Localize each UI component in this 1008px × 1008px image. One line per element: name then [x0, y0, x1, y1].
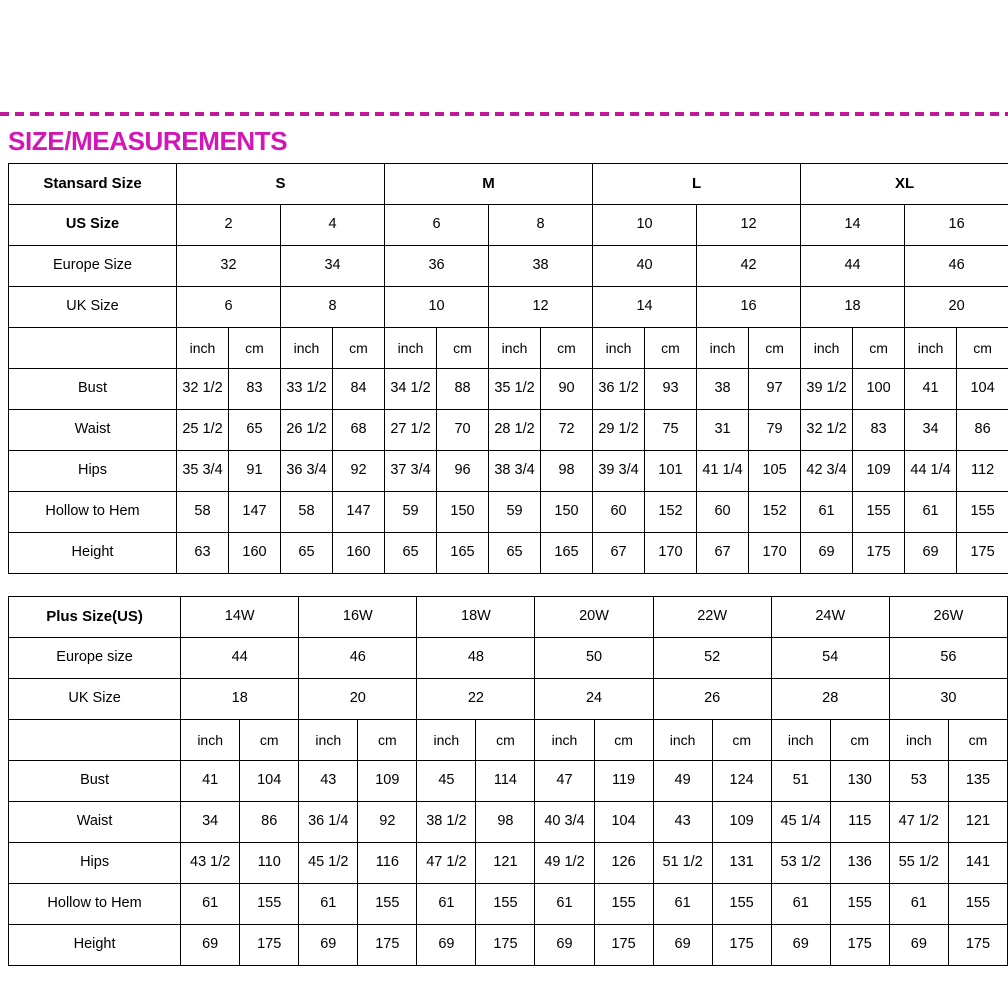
cell: 44 1/4	[905, 451, 957, 492]
row-label-waist: Waist	[9, 802, 181, 843]
unit-cell: inch	[593, 328, 645, 369]
cell: 61	[801, 492, 853, 533]
unit-row-label	[9, 328, 177, 369]
cell: 70	[437, 410, 489, 451]
cell: 155	[476, 884, 535, 925]
cell: 53	[889, 761, 948, 802]
cell: 165	[541, 533, 593, 574]
unit-cell: inch	[281, 328, 333, 369]
cell: 121	[476, 843, 535, 884]
cell: 36	[385, 246, 489, 287]
cell: 33 1/2	[281, 369, 333, 410]
cell: 34	[905, 410, 957, 451]
plus-size-cell: 20W	[535, 597, 653, 638]
cell: 135	[948, 761, 1007, 802]
cell: 155	[853, 492, 905, 533]
cell: 67	[593, 533, 645, 574]
cell: 119	[594, 761, 653, 802]
row-label-uk-size: UK Size	[9, 679, 181, 720]
unit-cell: cm	[437, 328, 489, 369]
table-row	[9, 802, 1008, 843]
cell: 43	[299, 761, 358, 802]
cell: 32	[177, 246, 281, 287]
unit-cell: inch	[771, 720, 830, 761]
unit-cell: cm	[948, 720, 1007, 761]
cell: 61	[417, 884, 476, 925]
page-title: SIZE/MEASUREMENTS	[8, 126, 288, 156]
cell: 152	[749, 492, 801, 533]
cell: 45 1/2	[299, 843, 358, 884]
cell: 43 1/2	[181, 843, 240, 884]
cell: 83	[853, 410, 905, 451]
cell: 28 1/2	[489, 410, 541, 451]
unit-cell: inch	[489, 328, 541, 369]
table-row	[9, 492, 1008, 533]
cell: 61	[535, 884, 594, 925]
table-row-units	[9, 328, 1008, 369]
cell: 34	[181, 802, 240, 843]
cell: 109	[853, 451, 905, 492]
cell: 24	[535, 679, 653, 720]
cell: 150	[437, 492, 489, 533]
cell: 79	[749, 410, 801, 451]
cell: 69	[801, 533, 853, 574]
table-row	[9, 410, 1008, 451]
cell: 105	[749, 451, 801, 492]
cell: 56	[889, 638, 1007, 679]
cell: 14	[801, 205, 905, 246]
cell: 12	[489, 287, 593, 328]
cell: 96	[437, 451, 489, 492]
unit-cell: cm	[830, 720, 889, 761]
cell: 4	[281, 205, 385, 246]
cell: 109	[358, 761, 417, 802]
cell: 150	[541, 492, 593, 533]
cell: 104	[594, 802, 653, 843]
cell: 69	[535, 925, 594, 966]
cell: 40 3/4	[535, 802, 594, 843]
unit-cell: cm	[749, 328, 801, 369]
table-row	[9, 843, 1008, 884]
cell: 59	[489, 492, 541, 533]
cell: 47 1/2	[417, 843, 476, 884]
cell: 165	[437, 533, 489, 574]
row-label-us-size: US Size	[9, 205, 177, 246]
cell: 141	[948, 843, 1007, 884]
cell: 35 1/2	[489, 369, 541, 410]
cell: 67	[697, 533, 749, 574]
cell: 43	[653, 802, 712, 843]
unit-cell: cm	[240, 720, 299, 761]
cell: 18	[181, 679, 299, 720]
cell: 34	[281, 246, 385, 287]
cell: 65	[385, 533, 437, 574]
unit-cell: cm	[541, 328, 593, 369]
cell: 155	[830, 884, 889, 925]
plus-size-cell: 18W	[417, 597, 535, 638]
row-label-hips: Hips	[9, 843, 181, 884]
cell: 45 1/4	[771, 802, 830, 843]
cell: 175	[830, 925, 889, 966]
unit-cell: cm	[957, 328, 1008, 369]
cell: 175	[240, 925, 299, 966]
unit-cell: inch	[535, 720, 594, 761]
group-cell-s: S	[177, 164, 385, 205]
dashed-divider	[0, 112, 1008, 116]
unit-cell: inch	[801, 328, 853, 369]
cell: 69	[299, 925, 358, 966]
cell: 68	[333, 410, 385, 451]
cell: 155	[240, 884, 299, 925]
plus-size-cell: 24W	[771, 597, 889, 638]
cell: 155	[358, 884, 417, 925]
cell: 41	[181, 761, 240, 802]
cell: 97	[749, 369, 801, 410]
unit-cell: inch	[653, 720, 712, 761]
cell: 32 1/2	[177, 369, 229, 410]
unit-cell: inch	[385, 328, 437, 369]
unit-cell: inch	[905, 328, 957, 369]
cell: 100	[853, 369, 905, 410]
table-row	[9, 164, 1008, 205]
table-row-units	[9, 720, 1008, 761]
cell: 98	[476, 802, 535, 843]
cell: 60	[697, 492, 749, 533]
cell: 44	[801, 246, 905, 287]
cell: 6	[177, 287, 281, 328]
cell: 6	[385, 205, 489, 246]
cell: 41	[905, 369, 957, 410]
cell: 20	[299, 679, 417, 720]
cell: 14	[593, 287, 697, 328]
cell: 49 1/2	[535, 843, 594, 884]
cell: 88	[437, 369, 489, 410]
row-label-bust: Bust	[9, 761, 181, 802]
cell: 61	[181, 884, 240, 925]
cell: 42	[697, 246, 801, 287]
cell: 10	[385, 287, 489, 328]
cell: 155	[594, 884, 653, 925]
cell: 58	[177, 492, 229, 533]
cell: 175	[476, 925, 535, 966]
cell: 155	[948, 884, 1007, 925]
cell: 175	[594, 925, 653, 966]
cell: 69	[889, 925, 948, 966]
row-label-europe-size: Europe Size	[9, 246, 177, 287]
plus-size-header: Plus Size(US)	[9, 597, 181, 638]
cell: 155	[957, 492, 1008, 533]
cell: 39 1/2	[801, 369, 853, 410]
cell: 31	[697, 410, 749, 451]
unit-cell: inch	[417, 720, 476, 761]
cell: 136	[830, 843, 889, 884]
plus-size-cell: 16W	[299, 597, 417, 638]
table-gap	[0, 574, 1008, 596]
cell: 32 1/2	[801, 410, 853, 451]
cell: 92	[358, 802, 417, 843]
cell: 61	[889, 884, 948, 925]
unit-cell: cm	[358, 720, 417, 761]
group-cell-l: L	[593, 164, 801, 205]
cell: 131	[712, 843, 771, 884]
table-row	[9, 761, 1008, 802]
cell: 69	[771, 925, 830, 966]
cell: 175	[358, 925, 417, 966]
cell: 130	[830, 761, 889, 802]
cell: 147	[333, 492, 385, 533]
cell: 28	[771, 679, 889, 720]
unit-cell: inch	[697, 328, 749, 369]
top-whitespace	[0, 0, 1008, 112]
plus-size-cell: 22W	[653, 597, 771, 638]
cell: 50	[535, 638, 653, 679]
cell: 91	[229, 451, 281, 492]
unit-cell: cm	[229, 328, 281, 369]
cell: 65	[281, 533, 333, 574]
cell: 72	[541, 410, 593, 451]
cell: 36 1/4	[299, 802, 358, 843]
unit-cell: cm	[476, 720, 535, 761]
cell: 61	[771, 884, 830, 925]
cell: 75	[645, 410, 697, 451]
cell: 69	[181, 925, 240, 966]
row-label-europe-size: Europe size	[9, 638, 181, 679]
cell: 52	[653, 638, 771, 679]
cell: 38	[489, 246, 593, 287]
cell: 25 1/2	[177, 410, 229, 451]
cell: 27 1/2	[385, 410, 437, 451]
cell: 86	[957, 410, 1008, 451]
cell: 20	[905, 287, 1008, 328]
cell: 38 1/2	[417, 802, 476, 843]
cell: 51	[771, 761, 830, 802]
cell: 84	[333, 369, 385, 410]
unit-cell: cm	[333, 328, 385, 369]
row-label-uk-size: UK Size	[9, 287, 177, 328]
row-label-hollow-to-hem: Hollow to Hem	[9, 884, 181, 925]
cell: 115	[830, 802, 889, 843]
table-row	[9, 679, 1008, 720]
cell: 38 3/4	[489, 451, 541, 492]
unit-cell: cm	[645, 328, 697, 369]
cell: 69	[653, 925, 712, 966]
row-label-height: Height	[9, 925, 181, 966]
cell: 47	[535, 761, 594, 802]
cell: 69	[417, 925, 476, 966]
cell: 39 3/4	[593, 451, 645, 492]
cell: 44	[181, 638, 299, 679]
cell: 65	[229, 410, 281, 451]
cell: 36 1/2	[593, 369, 645, 410]
cell: 170	[749, 533, 801, 574]
cell: 65	[489, 533, 541, 574]
unit-cell: cm	[594, 720, 653, 761]
plus-size-cell: 26W	[889, 597, 1007, 638]
cell: 26	[653, 679, 771, 720]
cell: 160	[333, 533, 385, 574]
table-row	[9, 597, 1008, 638]
cell: 86	[240, 802, 299, 843]
cell: 49	[653, 761, 712, 802]
cell: 40	[593, 246, 697, 287]
table-row	[9, 246, 1008, 287]
cell: 38	[697, 369, 749, 410]
table-row	[9, 884, 1008, 925]
plus-size-cell: 14W	[181, 597, 299, 638]
cell: 83	[229, 369, 281, 410]
cell: 51 1/2	[653, 843, 712, 884]
row-label-bust: Bust	[9, 369, 177, 410]
unit-row-label	[9, 720, 181, 761]
plus-size-table	[8, 596, 1008, 966]
table-row	[9, 287, 1008, 328]
cell: 152	[645, 492, 697, 533]
group-cell-xl: XL	[801, 164, 1008, 205]
cell: 8	[281, 287, 385, 328]
unit-cell: cm	[853, 328, 905, 369]
cell: 175	[853, 533, 905, 574]
cell: 104	[957, 369, 1008, 410]
cell: 30	[889, 679, 1007, 720]
cell: 48	[417, 638, 535, 679]
row-label-hips: Hips	[9, 451, 177, 492]
cell: 170	[645, 533, 697, 574]
table-row	[9, 451, 1008, 492]
cell: 58	[281, 492, 333, 533]
cell: 61	[299, 884, 358, 925]
cell: 109	[712, 802, 771, 843]
table-row	[9, 638, 1008, 679]
cell: 12	[697, 205, 801, 246]
cell: 2	[177, 205, 281, 246]
cell: 101	[645, 451, 697, 492]
cell: 37 3/4	[385, 451, 437, 492]
cell: 175	[948, 925, 1007, 966]
cell: 175	[712, 925, 771, 966]
cell: 147	[229, 492, 281, 533]
cell: 36 3/4	[281, 451, 333, 492]
cell: 22	[417, 679, 535, 720]
cell: 124	[712, 761, 771, 802]
cell: 16	[697, 287, 801, 328]
cell: 54	[771, 638, 889, 679]
standard-size-table	[8, 163, 1008, 574]
cell: 60	[593, 492, 645, 533]
cell: 26 1/2	[281, 410, 333, 451]
cell: 63	[177, 533, 229, 574]
cell: 110	[240, 843, 299, 884]
cell: 92	[333, 451, 385, 492]
cell: 10	[593, 205, 697, 246]
cell: 45	[417, 761, 476, 802]
cell: 98	[541, 451, 593, 492]
cell: 29 1/2	[593, 410, 645, 451]
standard-size-header: Stansard Size	[9, 164, 177, 205]
table-row	[9, 369, 1008, 410]
cell: 41 1/4	[697, 451, 749, 492]
table-row	[9, 533, 1008, 574]
cell: 35 3/4	[177, 451, 229, 492]
cell: 104	[240, 761, 299, 802]
cell: 155	[712, 884, 771, 925]
cell: 46	[905, 246, 1008, 287]
cell: 53 1/2	[771, 843, 830, 884]
cell: 16	[905, 205, 1008, 246]
cell: 69	[905, 533, 957, 574]
cell: 126	[594, 843, 653, 884]
cell: 8	[489, 205, 593, 246]
cell: 93	[645, 369, 697, 410]
cell: 18	[801, 287, 905, 328]
row-label-height: Height	[9, 533, 177, 574]
unit-cell: inch	[181, 720, 240, 761]
cell: 46	[299, 638, 417, 679]
unit-cell: cm	[712, 720, 771, 761]
row-label-hollow-to-hem: Hollow to Hem	[9, 492, 177, 533]
cell: 116	[358, 843, 417, 884]
cell: 112	[957, 451, 1008, 492]
group-cell-m: M	[385, 164, 593, 205]
cell: 55 1/2	[889, 843, 948, 884]
cell: 59	[385, 492, 437, 533]
unit-cell: inch	[889, 720, 948, 761]
cell: 90	[541, 369, 593, 410]
row-label-waist: Waist	[9, 410, 177, 451]
unit-cell: inch	[299, 720, 358, 761]
cell: 160	[229, 533, 281, 574]
unit-cell: inch	[177, 328, 229, 369]
table-row	[9, 205, 1008, 246]
cell: 114	[476, 761, 535, 802]
cell: 34 1/2	[385, 369, 437, 410]
cell: 61	[905, 492, 957, 533]
cell: 175	[957, 533, 1008, 574]
cell: 42 3/4	[801, 451, 853, 492]
table-row	[9, 925, 1008, 966]
cell: 61	[653, 884, 712, 925]
cell: 121	[948, 802, 1007, 843]
cell: 47 1/2	[889, 802, 948, 843]
